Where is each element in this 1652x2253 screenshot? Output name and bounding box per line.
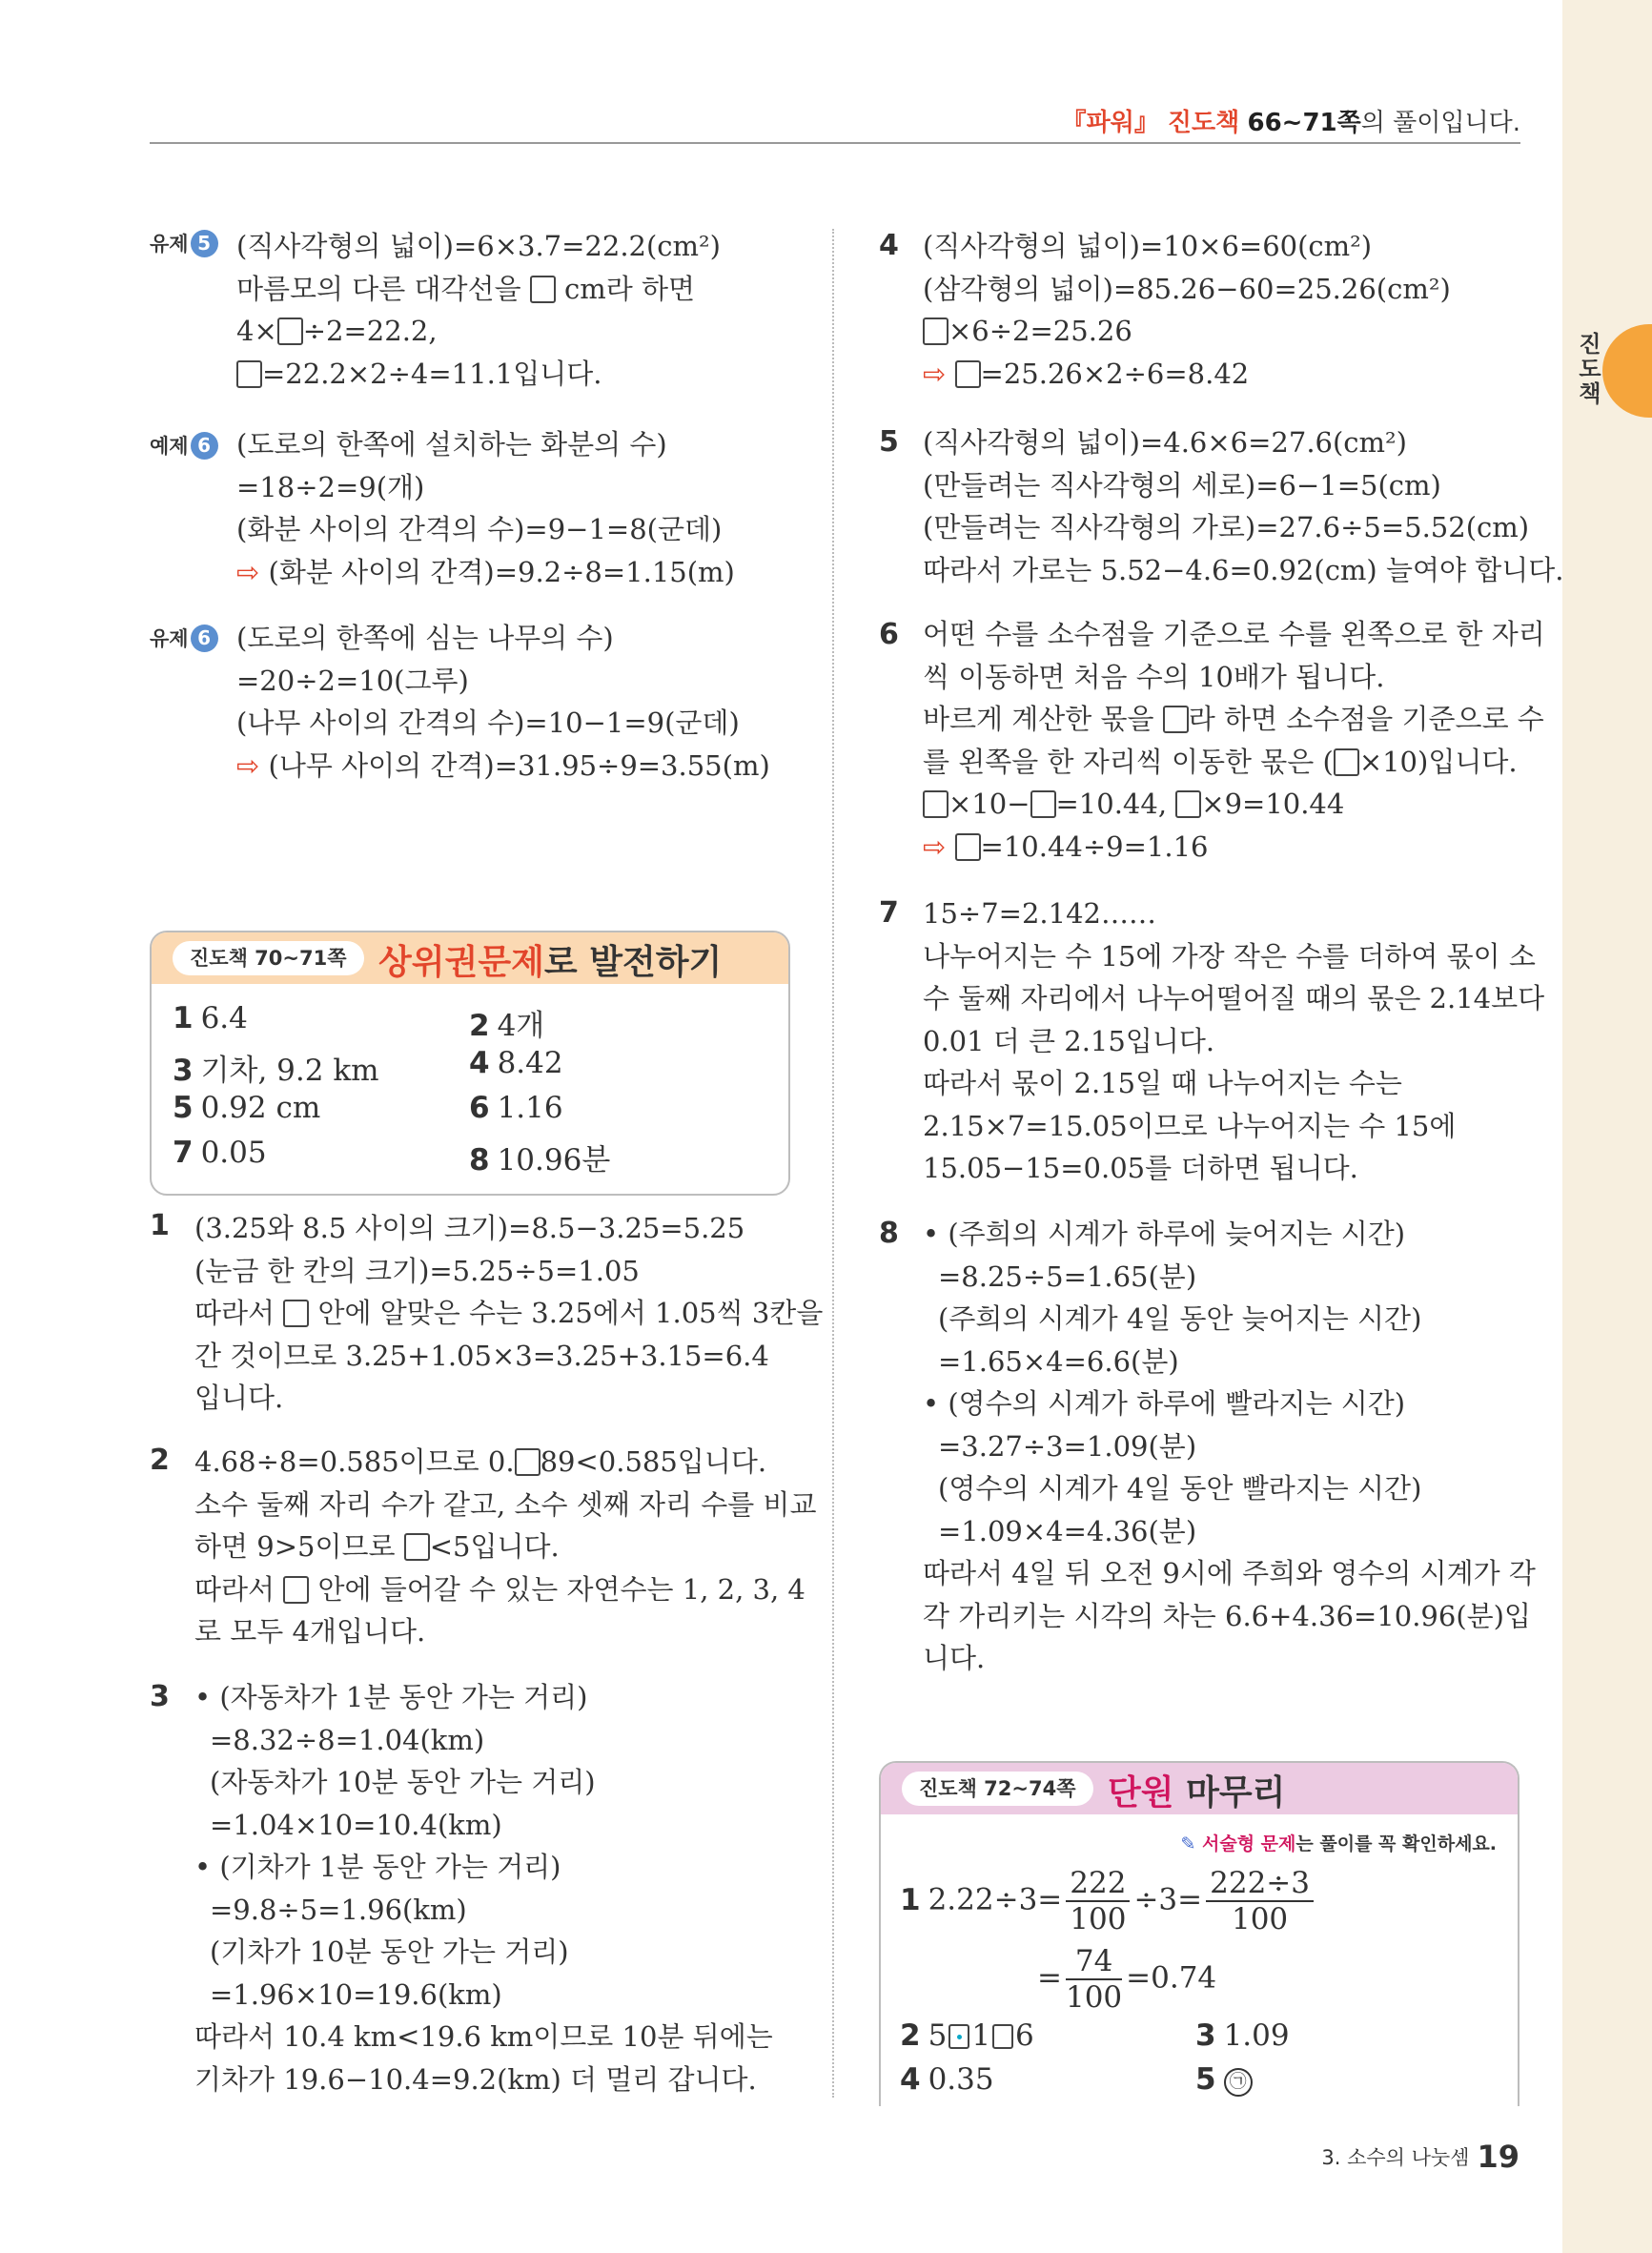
solution-line <box>236 745 770 788</box>
text: (기차가 1분 동안 가는 거리) <box>219 1851 561 1883</box>
advanced-head <box>152 932 788 984</box>
review-title <box>1108 1766 1285 1814</box>
q3-body <box>194 1676 773 2100</box>
solution-line: 나누어지는 수 15에 가장 작은 수를 더하여 몫이 소 <box>923 939 1536 973</box>
advanced-answer <box>173 1136 267 1170</box>
text: 라 하면 소수점을 기준으로 수 <box>1188 703 1544 735</box>
fraction <box>1206 1866 1314 1936</box>
text: ×9=10.44 <box>1201 788 1345 820</box>
yeje6-number: 6 <box>191 432 218 460</box>
solution-line: (눈금 한 칸의 크기)=5.25÷5=1.05 <box>194 1254 640 1287</box>
solution-line <box>236 310 721 353</box>
answer-value: 0.92 cm <box>200 1091 321 1125</box>
answer-number: 5 <box>1195 2062 1216 2097</box>
q4-body <box>923 225 1451 395</box>
arrow-icon: ⇨ <box>923 357 947 390</box>
digit: 1 <box>971 2018 991 2053</box>
answer-number: 3 <box>173 1054 194 1088</box>
advanced-answer <box>173 1046 379 1089</box>
advanced-answer <box>173 1091 320 1125</box>
answer-value: 8.42 <box>497 1046 563 1080</box>
solution-line: 간 것이므로 3.25+1.05×3=3.25+3.15=6.4 <box>194 1339 769 1372</box>
title-rest: 로 발전하기 <box>543 943 723 982</box>
blank-box <box>530 276 556 303</box>
answer-number: 4 <box>900 2062 921 2097</box>
text: 바르게 계산한 몫을 <box>923 703 1154 735</box>
solution-line <box>236 268 721 311</box>
text: (화분 사이의 간격)=9.2÷8=1.15(m) <box>268 555 735 588</box>
header-rule <box>150 142 1520 144</box>
advanced-title <box>378 935 722 984</box>
text: ÷2=22.2, <box>302 315 438 347</box>
yuje6-label <box>150 624 218 652</box>
solution-line <box>923 826 1545 869</box>
solution-line <box>923 1213 1536 1256</box>
digit: 5 <box>928 2018 948 2053</box>
note-highlight: 서술형 문제 <box>1202 1833 1296 1854</box>
column-divider <box>832 229 834 2098</box>
header-pages: 66~71쪽 <box>1247 109 1361 137</box>
text: 마름모의 다른 대각선을 <box>236 272 521 305</box>
pencil-icon: ✎ <box>1180 1833 1196 1854</box>
solution-line <box>923 310 1451 353</box>
yuje5-number: 5 <box>191 230 218 257</box>
solution-line <box>923 698 1545 741</box>
solution-line: =9.8÷5=1.96(km) <box>210 1893 467 1926</box>
footer-chapter: 3. 소수의 나눗셈 <box>1321 2146 1470 2169</box>
expr: =0.74 <box>1126 1960 1217 1996</box>
header-suffix: 의 풀이입니다. <box>1360 109 1520 137</box>
arrow-icon: ⇨ <box>923 830 947 863</box>
solution-line: (직사각형의 넓이)=6×3.7=22.2(cm²) <box>236 230 721 262</box>
answer-value: 1.09 <box>1223 2018 1290 2053</box>
text: 안에 알맞은 수는 3.25에서 1.05씩 3칸을 <box>317 1297 824 1329</box>
note-rest: 는 풀이를 꼭 확인하세요. <box>1295 1833 1497 1854</box>
yuje5-label-text: 유제 <box>150 233 189 256</box>
yeje6-label <box>150 431 218 460</box>
q2-body <box>194 1441 816 1653</box>
solution-line: =20÷2=10(그루) <box>236 664 469 697</box>
solution-line: 2.15×7=15.05이므로 나누어지는 수 15에 <box>923 1109 1457 1142</box>
review-answer-1 <box>900 1866 1317 1936</box>
solution-line: (삼각형의 넓이)=85.26−60=25.26(cm²) <box>923 272 1451 305</box>
yuje6-body <box>236 617 770 787</box>
q6-number: 6 <box>879 618 899 651</box>
solution-line: =1.04×10=10.4(km) <box>210 1808 502 1841</box>
solution-line: 따라서 가로는 5.52−4.6=0.92(cm) 늘여야 합니다. <box>923 553 1564 586</box>
text: (나무 사이의 간격)=31.95÷9=3.55(m) <box>268 748 770 782</box>
solution-line: (화분 사이의 간격의 수)=9−1=8(군데) <box>236 513 723 545</box>
solution-line: 0.01 더 큰 2.15입니다. <box>923 1024 1215 1057</box>
answer-number: 2 <box>900 2018 921 2053</box>
solution-line <box>236 551 735 594</box>
chapter-tab-label: 진도책 <box>1579 331 1601 407</box>
solution-line: (도로의 한쪽에 심는 나무의 수) <box>236 622 614 654</box>
review-answer-1-cont <box>1037 1944 1216 2015</box>
blank-box <box>1030 790 1056 818</box>
text: 4× <box>236 315 277 347</box>
yuje5-label <box>150 229 218 257</box>
answer-value: 0.05 <box>200 1136 267 1170</box>
blank-box <box>955 360 981 388</box>
solution-line <box>194 1568 816 1611</box>
blank-box <box>1163 706 1189 733</box>
review-answers-box <box>879 1761 1519 2106</box>
page-number: 19 <box>1477 2139 1519 2175</box>
solution-line <box>194 1526 816 1568</box>
answer-number: 4 <box>469 1046 490 1080</box>
answer-number: 8 <box>469 1143 490 1178</box>
solution-line: =1.65×4=6.6(분) <box>938 1344 1179 1378</box>
solution-line: (영수의 시계가 4일 동안 빨라지는 시간) <box>938 1472 1422 1505</box>
solution-line: =8.25÷5=1.65(분) <box>938 1260 1197 1293</box>
solution-line: 소수 둘째 자리 수가 같고, 소수 셋째 자리 수를 비교 <box>194 1487 817 1521</box>
text: <5입니다. <box>429 1530 560 1563</box>
solution-line: 수 둘째 자리에서 나누어떨어질 때의 몫은 2.14보다 <box>923 982 1545 1014</box>
answer-number: 1 <box>900 1882 921 1917</box>
solution-line: 어떤 수를 소수점을 기준으로 수를 왼쪽으로 한 자리 <box>923 618 1545 650</box>
advanced-answer <box>469 1001 544 1044</box>
solution-line <box>923 741 1545 784</box>
arrow-icon: ⇨ <box>236 748 260 782</box>
solution-line: (직사각형의 넓이)=4.6×6=27.6(cm²) <box>923 426 1407 459</box>
solution-line: =1.09×4=4.36(분) <box>938 1514 1197 1547</box>
solution-line <box>194 1292 823 1335</box>
review-answer-5 <box>1195 2062 1253 2097</box>
fraction <box>1066 1866 1130 1936</box>
solution-line: 따라서 10.4 km<19.6 km이므로 10분 뒤에는 <box>194 2020 773 2053</box>
text: (영수의 시계가 하루에 빨라지는 시간) <box>948 1387 1406 1420</box>
blank-box <box>283 1300 309 1327</box>
q8-number: 8 <box>879 1217 899 1250</box>
blank-box <box>923 790 948 818</box>
blank-box <box>515 1448 540 1476</box>
bullet: • <box>194 1681 220 1713</box>
solution-line: (3.25와 8.5 사이의 크기)=8.5−3.25=5.25 <box>194 1212 745 1244</box>
blank-box <box>283 1576 309 1604</box>
answer-number: 2 <box>469 1009 490 1043</box>
review-note <box>1180 1830 1497 1855</box>
advanced-answer <box>173 1001 248 1035</box>
denominator: 100 <box>1065 1980 1123 2015</box>
solution-line: (나무 사이의 간격의 수)=10−1=9(군데) <box>236 707 740 739</box>
solution-line <box>923 353 1451 396</box>
text: =25.26×2÷6=8.42 <box>980 357 1250 390</box>
text: 따라서 <box>194 1297 275 1329</box>
solution-line: =8.32÷8=1.04(km) <box>210 1723 485 1756</box>
fraction <box>1066 1944 1122 2015</box>
text: =10.44÷9=1.16 <box>980 830 1209 863</box>
blank-box <box>404 1533 430 1561</box>
blank-box <box>236 360 262 388</box>
answer-number: 3 <box>1195 2018 1216 2053</box>
text: 안에 들어갈 수 있는 자연수는 1, 2, 3, 4 <box>317 1572 806 1606</box>
blank-box <box>955 833 981 861</box>
solution-line: (직사각형의 넓이)=10×6=60(cm²) <box>923 230 1373 262</box>
answer-value: 0.35 <box>928 2062 994 2097</box>
advanced-tag: 진도책 70~71쪽 <box>173 941 364 975</box>
solution-line: 니다. <box>923 1642 986 1674</box>
blank-box <box>992 2024 1013 2049</box>
numerator: 222÷3 <box>1206 1866 1314 1902</box>
solution-line <box>194 1846 773 1889</box>
text: ×6÷2=25.26 <box>948 315 1132 347</box>
q3-number: 3 <box>150 1680 170 1713</box>
text: (자동차가 1분 동안 가는 거리) <box>219 1681 588 1713</box>
solution-line <box>923 1383 1536 1425</box>
text: 4.68÷8=0.585이므로 0. <box>194 1445 515 1478</box>
q4-number: 4 <box>879 229 899 262</box>
yeje6-body <box>236 423 735 593</box>
yeje6-label-text: 예제 <box>150 435 189 458</box>
q5-body <box>923 421 1564 591</box>
solution-line: (기차가 10분 동안 가는 거리) <box>210 1936 569 1968</box>
q8-body <box>923 1213 1536 1680</box>
solution-line: =3.27÷3=1.09(분) <box>938 1429 1197 1463</box>
expr: 2.22÷3= <box>928 1882 1063 1917</box>
q6-body <box>923 613 1545 868</box>
expr: = <box>1037 1960 1062 1996</box>
numerator: 222 <box>1066 1866 1130 1902</box>
answer-number: 5 <box>173 1091 194 1125</box>
answer-value: 10.96분 <box>497 1143 611 1178</box>
answer-value: 6.4 <box>200 1001 248 1035</box>
solution-line: 따라서 4일 뒤 오전 9시에 주희와 영수의 시계가 각 <box>923 1557 1536 1589</box>
numerator: 74 <box>1066 1944 1122 1980</box>
solution-line <box>923 783 1545 826</box>
solution-line: 15÷7=2.142…… <box>923 897 1156 930</box>
expr: ÷3= <box>1133 1882 1203 1917</box>
page-header <box>1049 103 1520 138</box>
solution-line: 각 가리키는 시각의 차는 6.6+4.36=10.96(분)입 <box>923 1599 1531 1632</box>
q1-body <box>194 1207 823 1420</box>
solution-line: 로 모두 4개입니다. <box>194 1615 426 1648</box>
answer-number: 7 <box>173 1136 194 1170</box>
title-rest: 마무리 <box>1173 1773 1286 1813</box>
review-answer-2 <box>900 2018 1034 2053</box>
q7-body <box>923 892 1544 1190</box>
q1-number: 1 <box>150 1209 170 1242</box>
page-footer <box>1321 2139 1519 2175</box>
denominator: 100 <box>1231 1902 1289 1936</box>
text: 89<0.585입니다. <box>540 1445 767 1478</box>
solution-line: (만들려는 직사각형의 세로)=6−1=5(cm) <box>923 468 1441 502</box>
text: =10.44, <box>1055 788 1168 820</box>
answer-number: 6 <box>469 1091 490 1125</box>
answer-number: 1 <box>173 1001 194 1035</box>
solution-line: 따라서 몫이 2.15일 때 나누어지는 수는 <box>923 1067 1402 1099</box>
solution-line: 씩 이동하면 처음 수의 10배가 됩니다. <box>923 660 1385 693</box>
solution-line: (자동차가 10분 동안 가는 거리) <box>210 1766 596 1798</box>
title-highlight: 상위권문제 <box>378 943 544 982</box>
solution-line: =1.96×10=19.6(km) <box>210 1977 502 2011</box>
arrow-icon: ⇨ <box>236 555 260 588</box>
answer-value: 4개 <box>497 1009 545 1043</box>
solution-line: (도로의 한쪽에 설치하는 화분의 수) <box>236 428 667 461</box>
solution-line: (만들려는 직사각형의 가로)=27.6÷5=5.52(cm) <box>923 511 1530 543</box>
solution-line: =18÷2=9(개) <box>236 470 425 503</box>
text: 를 왼쪽을 한 자리씩 이동한 몫은 ( <box>923 745 1334 778</box>
q5-number: 5 <box>879 425 899 459</box>
answer-value: 1.16 <box>497 1091 563 1125</box>
advanced-answers-box <box>150 931 790 1196</box>
solution-line: (주희의 시계가 4일 동안 늦어지는 시간) <box>938 1302 1422 1335</box>
text: ×10)입니다. <box>1358 745 1518 778</box>
denominator: 100 <box>1070 1902 1127 1936</box>
answer-value: 기차, 9.2 km <box>200 1054 379 1088</box>
dot-box <box>948 2024 969 2049</box>
solution-line <box>194 1441 816 1484</box>
text: (주희의 시계가 하루에 늦어지는 시간) <box>948 1218 1406 1250</box>
review-answer-3 <box>1195 2018 1290 2053</box>
q7-number: 7 <box>879 896 899 930</box>
advanced-answer <box>469 1091 563 1125</box>
text: 따라서 <box>194 1572 275 1606</box>
bullet: • <box>194 1851 220 1883</box>
solution-line <box>194 1676 773 1719</box>
answer-value: ㉠ <box>1224 2068 1253 2097</box>
yuje5-body <box>236 225 721 395</box>
review-tag: 진도책 72~74쪽 <box>902 1772 1093 1806</box>
bullet: • <box>923 1387 948 1420</box>
blank-box <box>1175 790 1201 818</box>
digit: 6 <box>1015 2018 1034 2053</box>
yuje6-label-text: 유제 <box>150 627 189 650</box>
solution-line: 기차가 19.6−10.4=9.2(km) 더 멀리 갑니다. <box>194 2062 757 2096</box>
solution-line: 15.05−15=0.05를 더하면 됩니다. <box>923 1152 1358 1184</box>
blank-box <box>277 317 303 345</box>
bullet: • <box>923 1218 948 1250</box>
text: ×10− <box>948 788 1030 820</box>
title-highlight: 단원 <box>1108 1773 1174 1813</box>
header-book: 『파워』 진도책 <box>1061 109 1240 137</box>
review-head <box>881 1763 1518 1814</box>
text: cm라 하면 <box>564 272 696 305</box>
solution-line <box>236 353 721 396</box>
advanced-answer <box>469 1046 563 1080</box>
text: 하면 9>5이므로 <box>194 1530 396 1563</box>
review-answer-4 <box>900 2062 994 2097</box>
blank-box <box>1334 748 1359 776</box>
blank-box <box>923 317 948 345</box>
q2-number: 2 <box>150 1444 170 1477</box>
advanced-answer <box>469 1136 610 1178</box>
yuje6-number: 6 <box>191 625 218 652</box>
solution-line: 입니다. <box>194 1382 284 1414</box>
text: =22.2×2÷4=11.1입니다. <box>262 357 602 390</box>
